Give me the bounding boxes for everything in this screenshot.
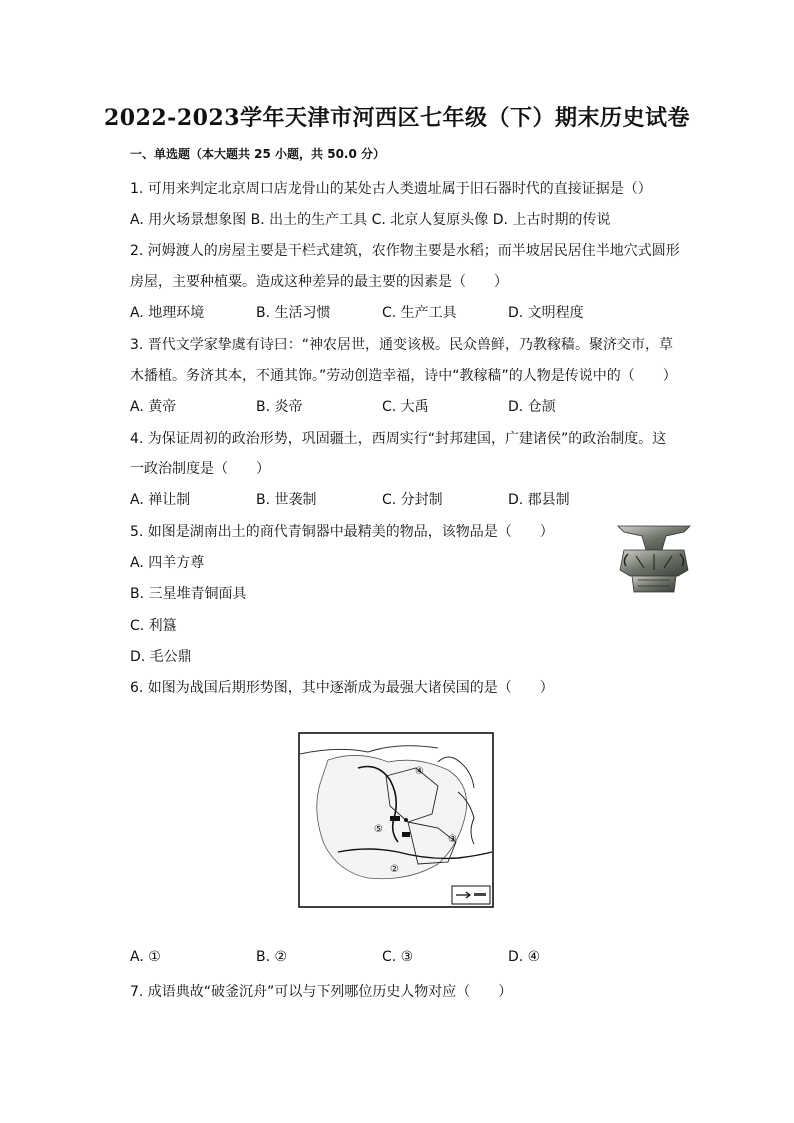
question-6-options xyxy=(130,949,650,969)
question-6-option-a: A. ① xyxy=(130,949,161,965)
question-4-option-a: A. 禅让制 xyxy=(130,492,191,508)
question-5-option-b: B. 三星堆青铜面具 xyxy=(130,586,247,602)
question-4-option-b: B. 世袭制 xyxy=(256,492,317,508)
question-3-option-a: A. 黄帝 xyxy=(130,399,177,415)
question-5-option-a: A. 四羊方尊 xyxy=(130,555,205,571)
question-3-stem-line2: 木播植。务济其本，不通其饰。”劳动创造幸福，诗中“教稼穑”的人物是传说中的（ ） xyxy=(130,368,677,384)
question-1-options: A. 用火场景想象图 B. 出土的生产工具 C. 北京人复原头像 D. 上古时期的传说 xyxy=(130,212,611,228)
question-3-option-b: B. 炎帝 xyxy=(256,399,303,415)
question-2-option-c: C. 生产工具 xyxy=(382,305,457,321)
question-6-option-d: D. ④ xyxy=(508,949,541,965)
map-marker-5: ⑤ xyxy=(374,824,383,835)
map-marker-3: ③ xyxy=(448,834,457,845)
question-6-option-c: C. ③ xyxy=(382,949,414,965)
question-7-stem: 7. 成语典故“破釜沉舟”可以与下列哪位历史人物对应（ ） xyxy=(130,984,513,1000)
question-4-options xyxy=(130,489,650,509)
question-2-stem-line1: 2. 河姆渡人的房屋主要是干栏式建筑，农作物主要是水稻；而半坡居民居住半地穴式圆形 xyxy=(130,243,680,259)
bronze-vessel-image xyxy=(614,520,694,598)
question-3-option-d: D. 仓颉 xyxy=(508,399,556,415)
question-2-options xyxy=(130,302,650,322)
warring-states-map xyxy=(298,732,494,908)
question-3-stem-line1: 3. 晋代文学家挚虞有诗曰：“神农居世，通变该极。民众兽鲜，乃教稼穑。聚济交市，草 xyxy=(130,337,674,353)
question-5-option-c: C. 利簋 xyxy=(130,618,177,634)
question-3-option-c: C. 大禹 xyxy=(382,399,429,415)
question-2-stem-line2: 房屋，主要种植粟。造成这种差异的最主要的因素是（ ） xyxy=(130,274,508,290)
question-2-option-a: A. 地理环境 xyxy=(130,305,205,321)
question-4-stem-line2: 一政治制度是（ ） xyxy=(130,461,270,477)
section-heading: 一、单选题（本大题共 25 小题，共 50.0 分） xyxy=(130,147,386,161)
question-6-option-b: B. ② xyxy=(256,949,288,965)
question-3-options xyxy=(130,396,650,416)
map-marker-2: ② xyxy=(390,864,399,875)
map-marker-4: ④ xyxy=(415,766,424,777)
question-4-option-c: C. 分封制 xyxy=(382,492,443,508)
question-4-option-d: D. 郡县制 xyxy=(508,492,570,508)
question-5-stem: 5. 如图是湖南出土的商代青铜器中最精美的物品，该物品是（ ） xyxy=(130,524,554,540)
question-4-stem-line1: 4. 为保证周初的政治形势，巩固疆土，西周实行“封邦建国，广建诸侯”的政治制度。这 xyxy=(130,431,667,447)
question-2-option-d: D. 文明程度 xyxy=(508,305,584,321)
question-2-option-b: B. 生活习惯 xyxy=(256,305,331,321)
question-1-stem: 1. 可用来判定北京周口店龙骨山的某处古人类遗址属于旧石器时代的直接证据是（） xyxy=(130,181,652,197)
question-6-stem: 6. 如图为战国后期形势图，其中逐渐成为最强大诸侯国的是（ ） xyxy=(130,680,554,696)
page-title: 2022-2023学年天津市河西区七年级（下）期末历史试卷 xyxy=(103,105,691,131)
question-5-option-d: D. 毛公鼎 xyxy=(130,649,192,665)
